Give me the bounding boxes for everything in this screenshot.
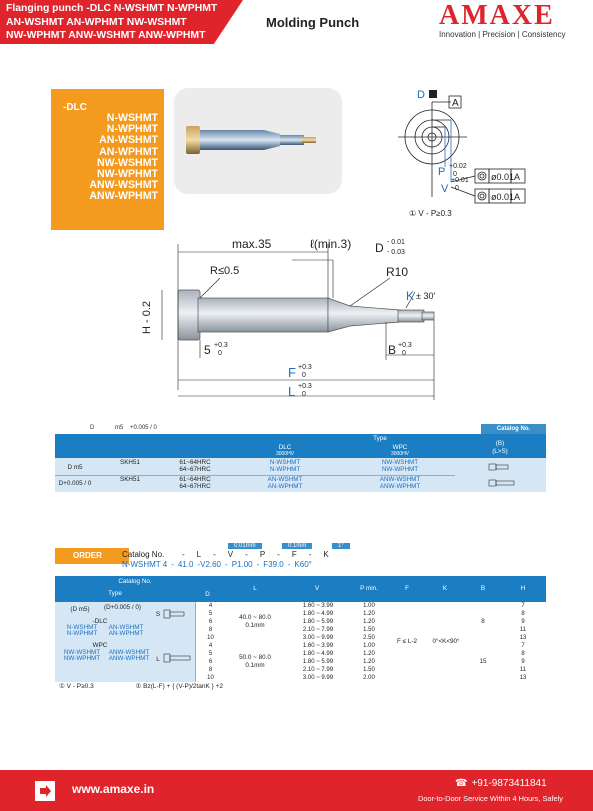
spec-v-value: 2.10 ~ 7.99 — [302, 667, 334, 673]
order-example-part: K60° — [294, 560, 312, 569]
head-thickness: 5 — [204, 343, 211, 357]
order-tag-2: 0.1mm — [282, 543, 312, 549]
spec-v-value: 1.60 ~ 3.99 — [302, 643, 334, 649]
order-example-part: 41.0 — [177, 560, 194, 569]
type-header: Type — [373, 435, 387, 442]
land-length-label: ℓ(min.3) — [310, 237, 352, 251]
spec-dlc-left1: N-WSHMT — [66, 624, 98, 631]
spec-d-value: 10 — [207, 675, 214, 681]
spec-l-mark: L — [156, 656, 160, 663]
concentricity-2: ø0.01 — [491, 192, 515, 202]
spec-dlc-right2: AN-WPHMT — [108, 630, 144, 637]
spec-l: L — [253, 585, 257, 592]
coating-label: -DLC — [63, 102, 87, 113]
drawing-note: ① V - P≥0.3 — [409, 209, 452, 218]
order-banner — [55, 548, 129, 564]
spec-type-wpc: WPC — [92, 642, 108, 649]
s-l-icons — [162, 606, 192, 666]
model-list — [89, 113, 158, 203]
b-sub-header: (L>S) — [492, 448, 508, 455]
model-label-box — [51, 89, 164, 230]
row2-hrc1: 61~64HRC — [179, 476, 211, 483]
spec-d-value: 8 — [208, 627, 213, 633]
spec-d-value: 4 — [208, 603, 213, 609]
spec-v-value: 1.80 ~ 5.99 — [302, 659, 334, 665]
spec-v-value: 3.00 ~ 9.99 — [302, 635, 334, 641]
spec-h: H — [520, 585, 526, 592]
order-label: ORDER — [73, 551, 102, 560]
spec-type-dplus: (D+0.005 / 0) — [104, 604, 141, 611]
spec-d-value: 10 — [207, 635, 214, 641]
max-length-label: max.35 — [232, 237, 272, 251]
spec-d-value: 6 — [208, 659, 213, 665]
phone-row — [455, 778, 547, 789]
spec-note: ① Bz(L-F) + { (V-P)/2tanK } +2 — [135, 683, 223, 690]
v-label: V — [441, 183, 449, 195]
order-tag-3: 1° — [332, 543, 350, 549]
total-length-label: L — [288, 384, 296, 399]
spec-h-value: 11 — [519, 627, 527, 633]
b-length-up: +0.3 — [398, 342, 412, 349]
spec-h-value: 11 — [519, 667, 527, 673]
title-line: AN-WSHMT AN-WPHMT NW-WSHMT — [6, 16, 187, 28]
punch-image — [174, 88, 342, 194]
dlc-hv: 3000HV — [275, 451, 295, 457]
spec-h-value: 8 — [521, 651, 525, 657]
radius-head-label: R≤0.5 — [210, 265, 240, 277]
order-field: P — [259, 550, 266, 559]
total-length-lo: 0 — [302, 391, 306, 398]
order-example-part: - — [225, 560, 228, 569]
spec-h-value: 7 — [521, 643, 525, 649]
spec-d: D — [205, 591, 210, 598]
concentricity-2-ref: A — [514, 192, 521, 202]
radius-shoulder-label: R10 — [386, 265, 409, 279]
spec-h-value: 13 — [519, 635, 527, 641]
order-example-part: F39.0 — [263, 560, 284, 569]
row2-wpc1: ANW-WSHMT — [379, 476, 421, 483]
spec-l-long-step: 0.1mm — [245, 662, 265, 669]
order-catalog-label: Catalog No. — [122, 550, 165, 559]
order-example — [122, 560, 312, 569]
order-field: - — [213, 550, 216, 559]
table1-top-m5: m5 — [115, 425, 124, 431]
table1-top-d: D — [90, 425, 95, 431]
order-field: V — [227, 550, 234, 559]
spec-h-value: 9 — [521, 659, 525, 665]
angle-label: K — [406, 289, 415, 303]
order-example-part: -V2.60 — [197, 560, 222, 569]
model-item: NW-WSHMT — [97, 156, 158, 169]
spec-p-value: 1.50 — [363, 627, 375, 633]
spec-wpc-right2: ANW-WPHMT — [108, 655, 150, 662]
row1-hrc1: 61~64HRC — [179, 459, 211, 466]
spec-p-value: 2.00 — [363, 675, 375, 681]
spec-v-value: 1.80 ~ 4.99 — [302, 611, 334, 617]
row2-material: SKH51 — [120, 476, 140, 483]
spec-v-value: 2.10 ~ 7.99 — [302, 627, 334, 633]
table1-top-tol: +0.005 / 0 — [130, 425, 157, 431]
spec-v-value: 1.80 ~ 4.99 — [302, 651, 334, 657]
f-length-up: +0.3 — [298, 364, 312, 371]
spec-p-value: 2.50 — [363, 635, 375, 641]
spec-dlc-right1: AN-WSHMT — [108, 624, 144, 631]
spec-p-value: 1.20 — [363, 651, 375, 657]
spec-d-value: 8 — [208, 667, 213, 673]
spec-k: K — [442, 585, 448, 592]
arrow-icon — [34, 780, 56, 802]
head-thickness-up: +0.3 — [214, 342, 228, 349]
catalog-no-header: Catalog No. — [481, 424, 546, 434]
title-line: Flanging punch -DLC N-WSHMT N-WPHMT — [6, 3, 218, 14]
spec-v-value: 1.60 ~ 3.99 — [302, 603, 334, 609]
model-item: AN-WSHMT — [99, 134, 158, 147]
logo-text: AMAXE — [439, 0, 555, 31]
datum-a: A — [452, 98, 459, 109]
type-table — [55, 424, 546, 494]
footer-url[interactable]: www.amaxe.in — [72, 782, 155, 796]
spec-dlc-left2: N-WPHMT — [66, 630, 98, 637]
model-item: NW-WPHMT — [97, 168, 158, 181]
spec-p-value: 1.20 — [363, 619, 375, 625]
spec-h-value: 8 — [521, 611, 525, 617]
spec-d-value: 5 — [208, 611, 213, 617]
order-tag-1: 0.01mm — [228, 543, 262, 549]
spec-wpc-left2: NW-WPHMT — [63, 655, 101, 662]
spec-v-value: 3.00 ~ 9.99 — [302, 675, 334, 681]
spec-d-value: 4 — [208, 643, 213, 649]
spec-notes — [55, 682, 546, 692]
spec-p-value: 1.20 — [363, 611, 375, 617]
spec-h-value: 9 — [521, 619, 525, 625]
row2-hrc2: 64~67HRC — [179, 483, 211, 490]
diameter-tol-lower: - 0.03 — [387, 249, 405, 256]
diameter-label: D — [375, 241, 384, 255]
row1-dlc2: N-WPHMT — [269, 466, 301, 473]
angle-tol: ± 30' — [416, 291, 436, 301]
total-length-up: +0.3 — [298, 383, 312, 390]
spec-v: V — [314, 585, 320, 592]
p-tol-bot: 0 — [453, 171, 457, 178]
spec-wpc-left1: NW-WSHMT — [63, 649, 101, 656]
concentricity-1-ref: A — [514, 172, 521, 182]
order-field: - — [182, 550, 185, 559]
model-item: AN-WPHMT — [99, 145, 158, 158]
spec-l-short-step: 0.1mm — [245, 622, 265, 629]
order-fields — [182, 550, 329, 559]
table1-header-row — [55, 434, 546, 458]
row1-wpc1: NW-WSHMT — [381, 459, 419, 466]
b-length-label: B — [388, 343, 397, 357]
specification-table — [55, 576, 546, 692]
spec-b-short: 8 — [481, 618, 485, 625]
row1-material: SKH51 — [120, 459, 140, 466]
spec-d-value: 5 — [208, 651, 213, 657]
b-header: (B) — [495, 440, 505, 447]
spec-p-value: 1.00 — [363, 643, 375, 649]
footer — [0, 770, 593, 811]
spec-h-column — [503, 602, 543, 682]
spec-f: F — [405, 585, 409, 592]
order-field: F — [291, 550, 297, 559]
punch-drawing — [140, 230, 460, 410]
order-field: - — [245, 550, 248, 559]
spec-type: Type — [108, 590, 122, 597]
spec-pmin: P min. — [360, 585, 378, 592]
spec-p-value: 1.20 — [363, 659, 375, 665]
head-thickness-lo: 0 — [218, 350, 222, 357]
v-tol-bot: 0 — [455, 185, 459, 192]
spec-p-column — [351, 602, 387, 682]
spec-b-long: 15 — [479, 658, 487, 665]
page-title — [6, 2, 246, 43]
spec-wpc-right1: ANW-WSHMT — [108, 649, 150, 656]
footer-service: Door-to-Door Service Within 4 Hours, Safely — [418, 794, 563, 803]
d-label: D — [417, 89, 425, 101]
row1-dlc1: N-WSHMT — [269, 459, 301, 466]
brand-logo — [439, 0, 587, 39]
spec-v-column — [287, 602, 349, 682]
f-length-label: F — [288, 365, 296, 380]
title-line: NW-WPHMT ANW-WSHMT ANW-WPHMT — [6, 30, 206, 41]
b-length-lo: 0 — [402, 350, 406, 357]
model-item: ANW-WSHMT — [89, 179, 158, 192]
model-item: N-WSHMT — [106, 112, 158, 124]
row1-wpc2: NW-WPHMT — [381, 466, 419, 473]
spec-p-value: 1.00 — [363, 603, 375, 609]
spec-h-value: 13 — [519, 675, 527, 681]
p-tol-top: +0.02 — [449, 163, 467, 170]
spec-l-long: 50.0 ~ 80.0 — [239, 654, 271, 661]
spec-k-rule: 0°<K<90° — [432, 638, 460, 645]
row1-hrc2: 64~67HRC — [179, 466, 211, 473]
spec-catalog-no: Catalog No. — [118, 578, 152, 585]
row2-d: D+0.005 / 0 — [58, 480, 92, 487]
wpc-header: WPC — [392, 444, 408, 451]
order-field: L — [196, 550, 202, 559]
order-field: - — [277, 550, 280, 559]
concentricity-1: ø0.01 — [491, 172, 515, 182]
row2-dlc1: AN-WSHMT — [267, 476, 303, 483]
spec-f-rule: F ≤ L-2 — [397, 638, 417, 645]
order-field: - — [308, 550, 312, 559]
footer-phone[interactable]: +91-9873411841 — [471, 778, 547, 789]
spec-l-short: 40.0 ~ 80.0 — [239, 614, 271, 621]
f-length-lo: 0 — [302, 372, 306, 379]
row1-d: D m5 — [67, 464, 83, 471]
p-label: P — [438, 166, 446, 178]
spec-d-value: 6 — [208, 619, 213, 625]
diameter-tol-upper: - 0.01 — [387, 239, 405, 246]
model-item: ANW-WPHMT — [89, 190, 158, 203]
spec-type-dm5: (D m5) — [70, 606, 90, 613]
order-example-part: - — [256, 560, 260, 569]
spec-d-column — [195, 602, 225, 682]
order-example-part: - — [171, 560, 174, 569]
order-example-part: N-WSHMT 4 — [122, 560, 168, 569]
model-item: N-WPHMT — [106, 123, 158, 136]
spec-s-mark: S — [155, 611, 161, 618]
spec-b: B — [480, 585, 486, 592]
order-example-part: - — [287, 560, 291, 569]
dlc-header: DLC — [278, 444, 292, 451]
s-l-pictograms — [455, 460, 545, 492]
v-tol-top: +0.01 — [451, 177, 469, 184]
phone-icon: ☎ — [455, 778, 468, 789]
row2-dlc2: AN-WPHMT — [267, 483, 303, 490]
order-field: K — [323, 550, 329, 559]
row2-wpc2: ANW-WPHMT — [379, 483, 421, 490]
spec-h-value: 7 — [521, 603, 525, 609]
wpc-hv: 3000HV — [390, 451, 410, 457]
page-subtitle: Molding Punch — [266, 15, 360, 30]
head-height-label: H - 0.2 — [141, 300, 153, 334]
spec-type-dlc: -DLC — [92, 618, 108, 625]
spec-p-value: 1.50 — [363, 667, 375, 673]
order-example-part: P1.00 — [231, 560, 253, 569]
spec-note: ① V - P≥0.3 — [59, 683, 94, 690]
product-photo — [174, 88, 342, 194]
end-view-drawing — [395, 82, 555, 232]
logo-tagline: Innovation | Precision | Consistency — [439, 30, 566, 39]
spec-v-value: 1.80 ~ 5.99 — [302, 619, 334, 625]
